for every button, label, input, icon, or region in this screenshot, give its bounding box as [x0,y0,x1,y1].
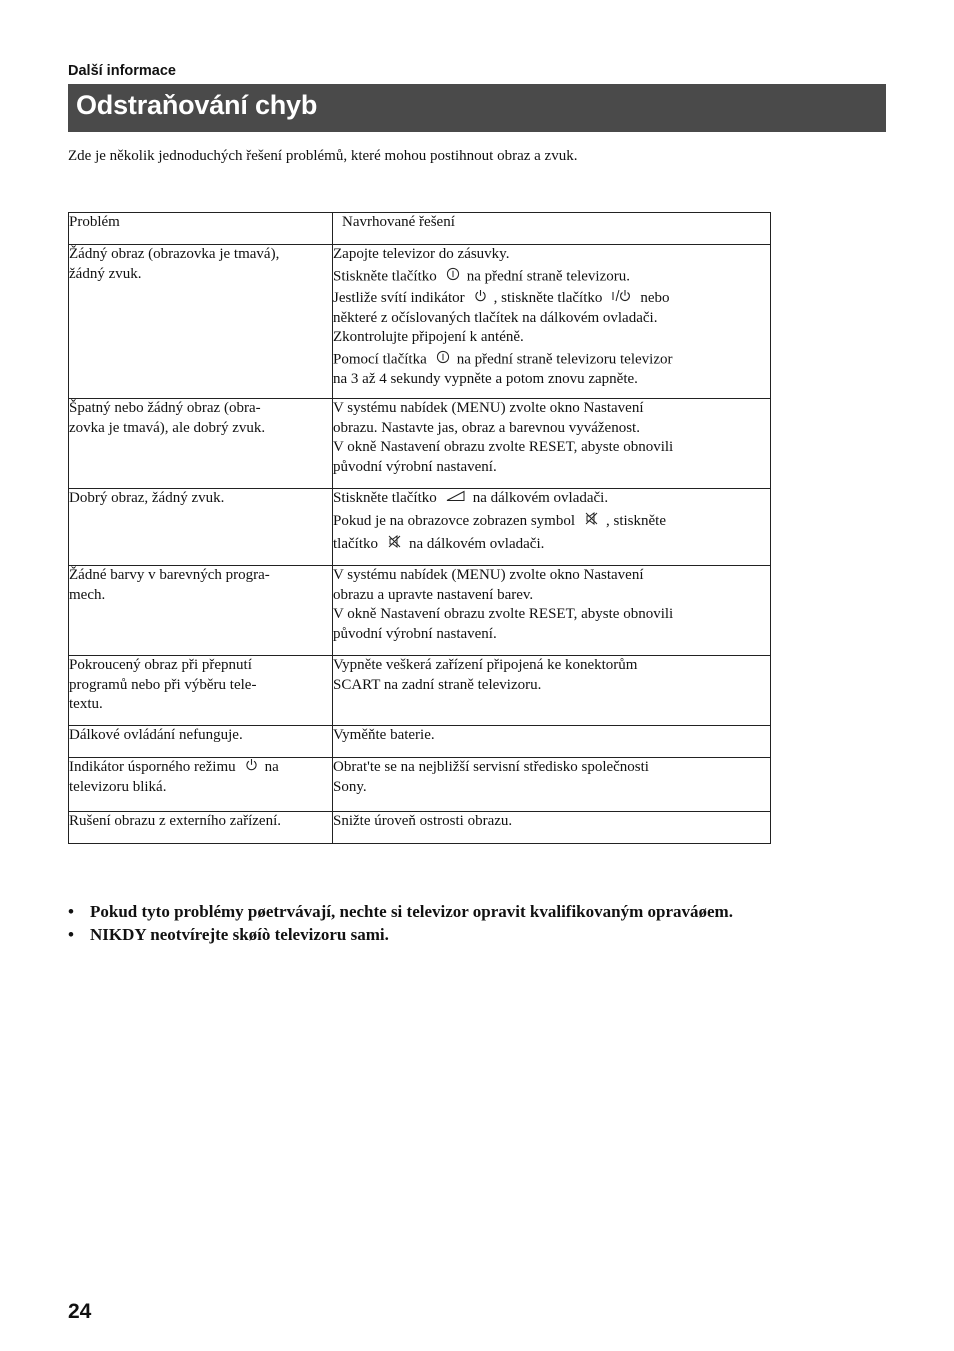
solution-line: obrazu a upravte nastavení barev. [333,586,534,603]
problem-line: televizoru bliká. [69,778,167,795]
note-text: Pokud tyto problémy pøetrvávají, nechte si televizor opravit kvalifikovaným opraváøem. [90,902,733,921]
solution-cell [333,245,771,399]
problem-line: Dobrý obraz, žádný zvuk. [69,490,225,506]
table-row [69,566,771,656]
solution-line: Stiskněte tlačítko na přední straně televizoru. [333,267,770,288]
problem-line: programů nebo při výběru tele- [69,676,257,693]
bullet-icon: • [68,925,74,944]
problem-line: mech. [69,586,106,603]
solution-line: obrazu. Nastavte jas, obraz a barevnou vyváženost. [333,419,640,436]
problem-cell [69,656,333,726]
solution-line: Zkontrolujte připojení k anténě. [333,329,524,346]
title-bar [68,84,886,132]
problem-cell [69,812,333,844]
intro-text: Zde je několik jednoduchých řešení problémů, které mohou postihnout obraz a zvuk. [68,148,578,164]
header-problem: Problém [69,213,333,245]
header-solution: Navrhované řešení [333,213,771,245]
table-row [69,489,771,566]
solution-cell [333,399,771,489]
solution-line: Jestliže svítí indikátor , stiskněte tlačítko nebo [333,289,770,309]
mute-icon [584,511,599,533]
page-number: 24 [68,1300,92,1323]
solution-cell [333,656,771,726]
table-row [69,812,771,844]
solution-line: V systému nabídek (MENU) zvolte okno Nastavení [333,567,644,583]
solution-cell [333,726,771,758]
solution-line: V okně Nastavení obrazu zvolte RESET, abyste obnovili [333,439,674,455]
problem-line: Rušení obrazu z externího zařízení. [69,813,281,829]
solution-line: V okně Nastavení obrazu zvolte RESET, abyste obnovili [333,606,674,622]
solution-cell [333,812,771,844]
table-row [69,399,771,489]
table-row [69,245,771,399]
table-row [69,656,771,726]
standby-icon [474,289,487,309]
solution-line: původní výrobní nastavení. [333,458,497,475]
solution-cell [333,758,771,812]
note-text: NIKDY neotvírejte skøíò televizoru sami. [90,925,389,944]
standby-toggle-icon [611,289,633,309]
problem-line: žádný zvuk. [69,265,142,282]
solution-line: V systému nabídek (MENU) zvolte okno Nastavení [333,400,644,416]
solution-line: tlačítko na dálkovém ovladači. [333,534,770,556]
solution-line: Snižte úroveň ostrosti obrazu. [333,813,513,829]
power-button-icon [446,267,460,288]
solution-line: některé z očíslovaných tlačítek na dálkovém ovladači. [333,309,658,326]
troubleshooting-table [68,212,771,844]
problem-cell [69,245,333,399]
problem-line: Dálkové ovládání nefunguje. [69,727,243,743]
problem-line: textu. [69,696,103,712]
table-header-row [69,213,771,245]
problem-line: Špatný nebo žádný obraz (obra- [69,400,261,416]
problem-line: Pokroucený obraz při přepnutí [69,657,252,673]
solution-cell [333,489,771,566]
bullet-icon: • [68,902,74,921]
solution-line: Vyměňte baterie. [333,727,435,743]
standby-icon [245,758,258,778]
solution-line: Pokud je na obrazovce zobrazen symbol , stiskněte [333,511,770,533]
problem-line: Indikátor úsporného režimu na [69,758,332,778]
problem-line: zovka je tmavá), ale dobrý zvuk. [69,419,266,436]
power-button-icon [436,350,450,371]
mute-icon [387,534,402,556]
solution-line: SCART na zadní straně televizoru. [333,676,542,693]
page-title: Odstraňování chyb [76,90,318,120]
solution-line: Obrat'te se na nejbližší servisní středisko společnosti [333,759,649,775]
solution-line: Vypněte veškerá zařízení připojená ke konektorům [333,657,638,673]
problem-cell [69,726,333,758]
list-item [68,900,733,923]
solution-line: Sony. [333,778,367,795]
problem-cell [69,758,333,812]
table-row [69,726,771,758]
list-item [68,923,733,946]
solution-line: Zapojte televizor do zásuvky. [333,246,510,262]
volume-icon [446,489,466,509]
solution-line: Pomocí tlačítka na přední straně televizoru televizor [333,350,770,371]
problem-cell [69,399,333,489]
solution-line: na 3 až 4 sekundy vypněte a potom znovu zapněte. [333,371,638,388]
solution-line: původní výrobní nastavení. [333,625,497,642]
table-row [69,758,771,812]
solution-cell [333,566,771,656]
solution-line: Stiskněte tlačítko na dálkovém ovladači. [333,489,770,509]
notes-list [68,900,733,946]
problem-line: Žádné barvy v barevných progra- [69,567,270,583]
problem-cell [69,566,333,656]
problem-line: Žádný obraz (obrazovka je tmavá), [69,246,280,262]
problem-cell [69,489,333,566]
section-label: Další informace [68,63,176,79]
